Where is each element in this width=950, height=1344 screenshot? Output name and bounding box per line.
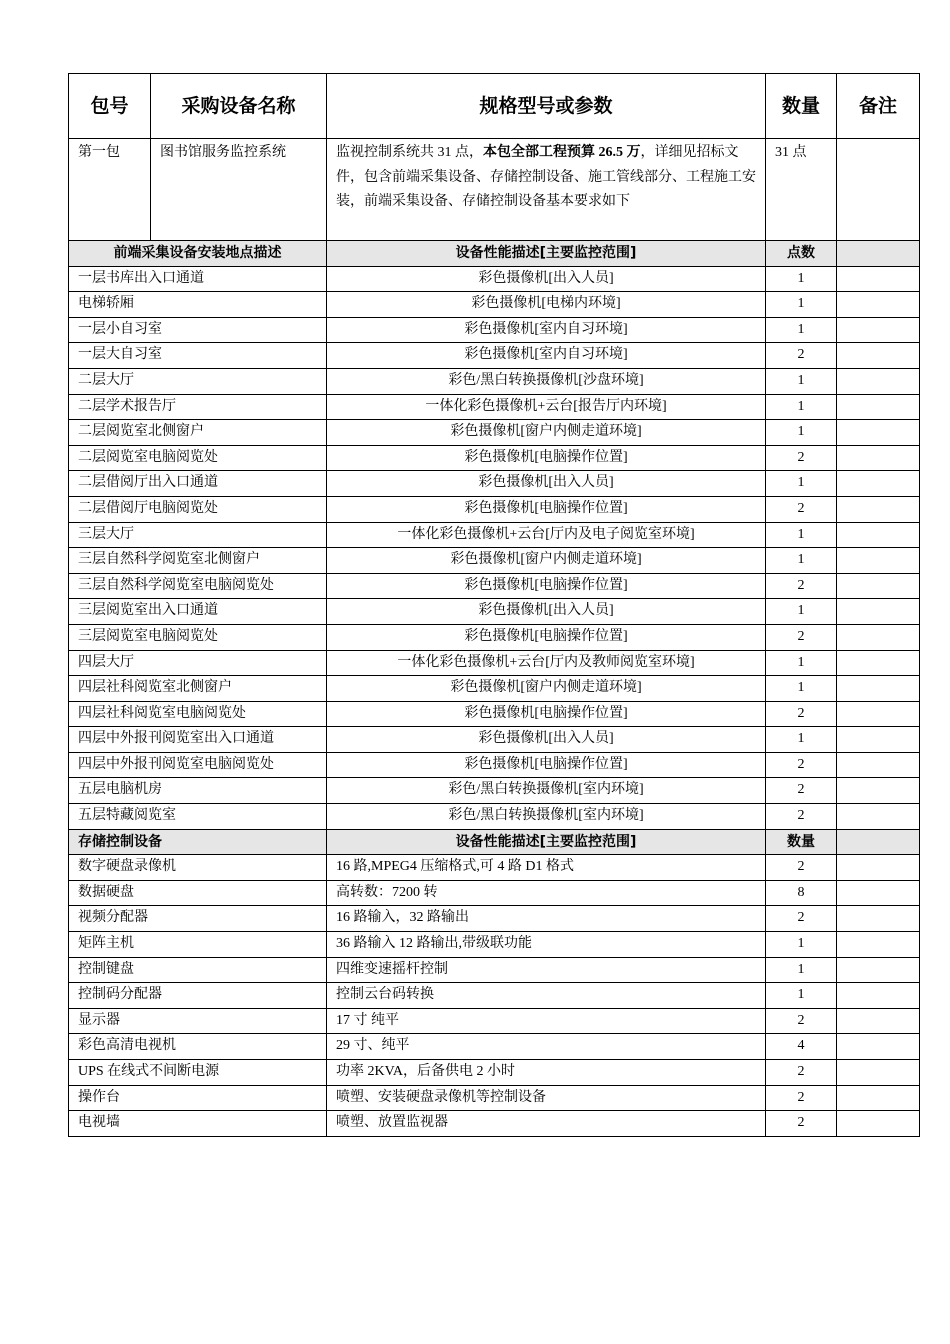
front-end-count: 1 <box>766 471 837 497</box>
storage-description: 16 路输入，32 路输出 <box>327 906 766 932</box>
front-end-count: 1 <box>766 420 837 446</box>
storage-description: 喷塑、安装硬盘录像机等控制设备 <box>327 1085 766 1111</box>
front-end-count: 2 <box>766 804 837 830</box>
storage-device-name: 彩色高清电视机 <box>69 1034 327 1060</box>
front-end-remark <box>837 778 920 804</box>
front-end-count: 2 <box>766 573 837 599</box>
front-end-count: 1 <box>766 650 837 676</box>
front-end-description: 彩色/黑白转换摄像机[室内环境] <box>327 778 766 804</box>
front-end-row <box>69 701 920 727</box>
front-end-remark <box>837 573 920 599</box>
front-end-row <box>69 343 920 369</box>
front-end-description: 彩色摄像机[窗户内侧走道环境] <box>327 548 766 574</box>
storage-remark <box>837 1085 920 1111</box>
front-end-remark <box>837 752 920 778</box>
storage-description: 29 寸、纯平 <box>327 1034 766 1060</box>
storage-remark <box>837 855 920 881</box>
front-end-row <box>69 445 920 471</box>
front-end-location: 三层自然科学阅览室电脑阅览处 <box>69 573 327 599</box>
front-end-count: 1 <box>766 394 837 420</box>
front-end-description: 彩色摄像机[出入人员] <box>327 727 766 753</box>
front-end-location: 二层阅览室电脑阅览处 <box>69 445 327 471</box>
front-end-header-row <box>69 241 920 267</box>
storage-device-name: 控制键盘 <box>69 957 327 983</box>
storage-row <box>69 957 920 983</box>
front-end-count: 2 <box>766 701 837 727</box>
front-end-remark <box>837 522 920 548</box>
header-device-name: 采购设备名称 <box>151 74 327 139</box>
storage-row <box>69 855 920 881</box>
front-end-description: 彩色摄像机[室内自习环境] <box>327 343 766 369</box>
storage-remark-header <box>837 829 920 855</box>
storage-row <box>69 880 920 906</box>
front-end-remark <box>837 650 920 676</box>
front-end-row <box>69 471 920 497</box>
front-end-location: 二层大厅 <box>69 368 327 394</box>
storage-device-name: 数字硬盘录像机 <box>69 855 327 881</box>
front-end-location: 一层书库出入口通道 <box>69 266 327 292</box>
package-remark <box>837 139 920 241</box>
front-end-row <box>69 548 920 574</box>
package-quantity: 31 点 <box>766 139 837 241</box>
front-end-row <box>69 752 920 778</box>
storage-row <box>69 1060 920 1086</box>
front-end-description: 彩色摄像机[电脑操作位置] <box>327 624 766 650</box>
storage-count: 1 <box>766 932 837 958</box>
package-name: 图书馆服务监控系统 <box>151 139 327 241</box>
front-end-location: 一层大自习室 <box>69 343 327 369</box>
front-end-row <box>69 420 920 446</box>
front-end-count: 1 <box>766 266 837 292</box>
storage-description: 17 寸 纯平 <box>327 1008 766 1034</box>
front-end-description: 彩色/黑白转换摄像机[室内环境] <box>327 804 766 830</box>
front-end-description: 彩色摄像机[电脑操作位置] <box>327 752 766 778</box>
package-spec-part1: 监视控制系统共 31 点， <box>336 145 483 160</box>
storage-count: 8 <box>766 880 837 906</box>
front-end-location: 四层中外报刊阅览室电脑阅览处 <box>69 752 327 778</box>
front-end-count: 1 <box>766 292 837 318</box>
front-end-description: 彩色摄像机[电脑操作位置] <box>327 573 766 599</box>
front-end-count: 1 <box>766 368 837 394</box>
front-end-remark <box>837 343 920 369</box>
front-end-remark <box>837 420 920 446</box>
header-spec: 规格型号或参数 <box>327 74 766 139</box>
front-end-count: 2 <box>766 445 837 471</box>
front-end-location: 五层电脑机房 <box>69 778 327 804</box>
package-spec <box>327 139 766 241</box>
storage-remark <box>837 1008 920 1034</box>
storage-device-name: 显示器 <box>69 1008 327 1034</box>
storage-row <box>69 1008 920 1034</box>
front-end-count: 1 <box>766 522 837 548</box>
storage-device-name: 数据硬盘 <box>69 880 327 906</box>
front-end-count: 2 <box>766 778 837 804</box>
storage-count: 2 <box>766 855 837 881</box>
front-end-location: 二层阅览室北侧窗户 <box>69 420 327 446</box>
package-row <box>69 139 920 241</box>
front-end-remark <box>837 727 920 753</box>
front-end-row <box>69 496 920 522</box>
storage-description: 控制云台码转换 <box>327 983 766 1009</box>
front-end-count: 2 <box>766 624 837 650</box>
front-end-location: 三层阅览室出入口通道 <box>69 599 327 625</box>
front-end-count: 1 <box>766 676 837 702</box>
storage-row <box>69 1111 920 1137</box>
storage-description: 16 路,MPEG4 压缩格式,可 4 路 D1 格式 <box>327 855 766 881</box>
storage-remark <box>837 1034 920 1060</box>
storage-remark <box>837 1060 920 1086</box>
storage-count: 2 <box>766 1111 837 1137</box>
storage-remark <box>837 906 920 932</box>
package-budget: 本包全部工程预算 26.5 万 <box>483 145 641 160</box>
front-end-description-header: 设备性能描述[主要监控范围] <box>327 241 766 267</box>
storage-description: 高转数：7200 转 <box>327 880 766 906</box>
front-end-row <box>69 650 920 676</box>
front-end-remark <box>837 266 920 292</box>
front-end-description: 一体化彩色摄像机+云台[厅内及教师阅览室环境] <box>327 650 766 676</box>
front-end-description: 彩色摄像机[出入人员] <box>327 599 766 625</box>
front-end-count: 1 <box>766 599 837 625</box>
front-end-description: 彩色摄像机[电脑操作位置] <box>327 701 766 727</box>
front-end-description: 彩色摄像机[电脑操作位置] <box>327 445 766 471</box>
front-end-location: 四层中外报刊阅览室出入口通道 <box>69 727 327 753</box>
procurement-table <box>68 73 920 1137</box>
front-end-location: 一层小自习室 <box>69 317 327 343</box>
front-end-remark <box>837 804 920 830</box>
front-end-description: 彩色摄像机[窗户内侧走道环境] <box>327 676 766 702</box>
front-end-count: 1 <box>766 548 837 574</box>
storage-description: 喷塑、放置监视器 <box>327 1111 766 1137</box>
header-package: 包号 <box>69 74 151 139</box>
front-end-remark <box>837 368 920 394</box>
storage-device-name: 控制码分配器 <box>69 983 327 1009</box>
package-id: 第一包 <box>69 139 151 241</box>
storage-name-header: 存储控制设备 <box>69 829 327 855</box>
front-end-location: 三层大厅 <box>69 522 327 548</box>
front-end-row <box>69 727 920 753</box>
front-end-location: 三层自然科学阅览室北侧窗户 <box>69 548 327 574</box>
storage-count: 2 <box>766 1008 837 1034</box>
storage-remark <box>837 932 920 958</box>
storage-remark <box>837 983 920 1009</box>
front-end-location: 五层特藏阅览室 <box>69 804 327 830</box>
front-end-remark <box>837 471 920 497</box>
front-end-row <box>69 266 920 292</box>
front-end-location: 四层大厅 <box>69 650 327 676</box>
front-end-remark <box>837 445 920 471</box>
front-end-location: 四层社科阅览室电脑阅览处 <box>69 701 327 727</box>
front-end-row <box>69 573 920 599</box>
front-end-count: 2 <box>766 752 837 778</box>
storage-count: 1 <box>766 983 837 1009</box>
storage-row <box>69 1085 920 1111</box>
front-end-row <box>69 292 920 318</box>
front-end-remark <box>837 496 920 522</box>
storage-count: 2 <box>766 1060 837 1086</box>
front-end-description: 一体化彩色摄像机+云台[厅内及电子阅览室环境] <box>327 522 766 548</box>
front-end-row <box>69 804 920 830</box>
table-header-row <box>69 74 920 139</box>
front-end-remark <box>837 317 920 343</box>
package-spec-part2: ，详细见招标文件，包含前端采集设备、存储控制设备、施工管线部分、工程施工安装，前端采集设备、存储控制设备基本要求如下 <box>336 145 756 210</box>
front-end-row <box>69 778 920 804</box>
storage-count: 2 <box>766 906 837 932</box>
front-end-row <box>69 676 920 702</box>
storage-row <box>69 906 920 932</box>
header-remark: 备注 <box>837 74 920 139</box>
front-end-row <box>69 599 920 625</box>
front-end-location: 电梯轿厢 <box>69 292 327 318</box>
header-quantity: 数量 <box>766 74 837 139</box>
front-end-description: 彩色摄像机[室内自习环境] <box>327 317 766 343</box>
front-end-description: 彩色摄像机[出入人员] <box>327 266 766 292</box>
front-end-remark <box>837 624 920 650</box>
front-end-remark <box>837 292 920 318</box>
storage-count: 4 <box>766 1034 837 1060</box>
storage-row <box>69 932 920 958</box>
front-end-description: 彩色摄像机[电脑操作位置] <box>327 496 766 522</box>
front-end-description: 彩色/黑白转换摄像机[沙盘环境] <box>327 368 766 394</box>
storage-device-name: 矩阵主机 <box>69 932 327 958</box>
front-end-location-header: 前端采集设备安装地点描述 <box>69 241 327 267</box>
storage-count-header: 数量 <box>766 829 837 855</box>
front-end-remark <box>837 701 920 727</box>
storage-description-header: 设备性能描述[主要监控范围] <box>327 829 766 855</box>
storage-remark <box>837 1111 920 1137</box>
front-end-description: 彩色摄像机[电梯内环境] <box>327 292 766 318</box>
front-end-row <box>69 317 920 343</box>
front-end-description: 彩色摄像机[窗户内侧走道环境] <box>327 420 766 446</box>
front-end-row <box>69 368 920 394</box>
front-end-remark <box>837 599 920 625</box>
front-end-location: 二层学术报告厅 <box>69 394 327 420</box>
front-end-location: 三层阅览室电脑阅览处 <box>69 624 327 650</box>
storage-remark <box>837 880 920 906</box>
storage-header-row <box>69 829 920 855</box>
front-end-remark-header <box>837 241 920 267</box>
front-end-location: 二层借阅厅出入口通道 <box>69 471 327 497</box>
front-end-count: 1 <box>766 727 837 753</box>
front-end-count: 2 <box>766 343 837 369</box>
storage-device-name: 视频分配器 <box>69 906 327 932</box>
storage-remark <box>837 957 920 983</box>
front-end-location: 二层借阅厅电脑阅览处 <box>69 496 327 522</box>
front-end-count-header: 点数 <box>766 241 837 267</box>
front-end-count: 1 <box>766 317 837 343</box>
storage-description: 四维变速摇杆控制 <box>327 957 766 983</box>
storage-count: 2 <box>766 1085 837 1111</box>
storage-row <box>69 983 920 1009</box>
storage-row <box>69 1034 920 1060</box>
storage-description: 功率 2KVA，后备供电 2 小时 <box>327 1060 766 1086</box>
front-end-row <box>69 624 920 650</box>
front-end-description: 一体化彩色摄像机+云台[报告厅内环境] <box>327 394 766 420</box>
storage-device-name: 电视墙 <box>69 1111 327 1137</box>
front-end-remark <box>837 676 920 702</box>
front-end-remark <box>837 548 920 574</box>
front-end-count: 2 <box>766 496 837 522</box>
storage-count: 1 <box>766 957 837 983</box>
front-end-row <box>69 522 920 548</box>
front-end-row <box>69 394 920 420</box>
front-end-remark <box>837 394 920 420</box>
storage-device-name: UPS 在线式不间断电源 <box>69 1060 327 1086</box>
front-end-description: 彩色摄像机[出入人员] <box>327 471 766 497</box>
storage-description: 36 路输入 12 路输出,带级联功能 <box>327 932 766 958</box>
storage-device-name: 操作台 <box>69 1085 327 1111</box>
front-end-location: 四层社科阅览室北侧窗户 <box>69 676 327 702</box>
